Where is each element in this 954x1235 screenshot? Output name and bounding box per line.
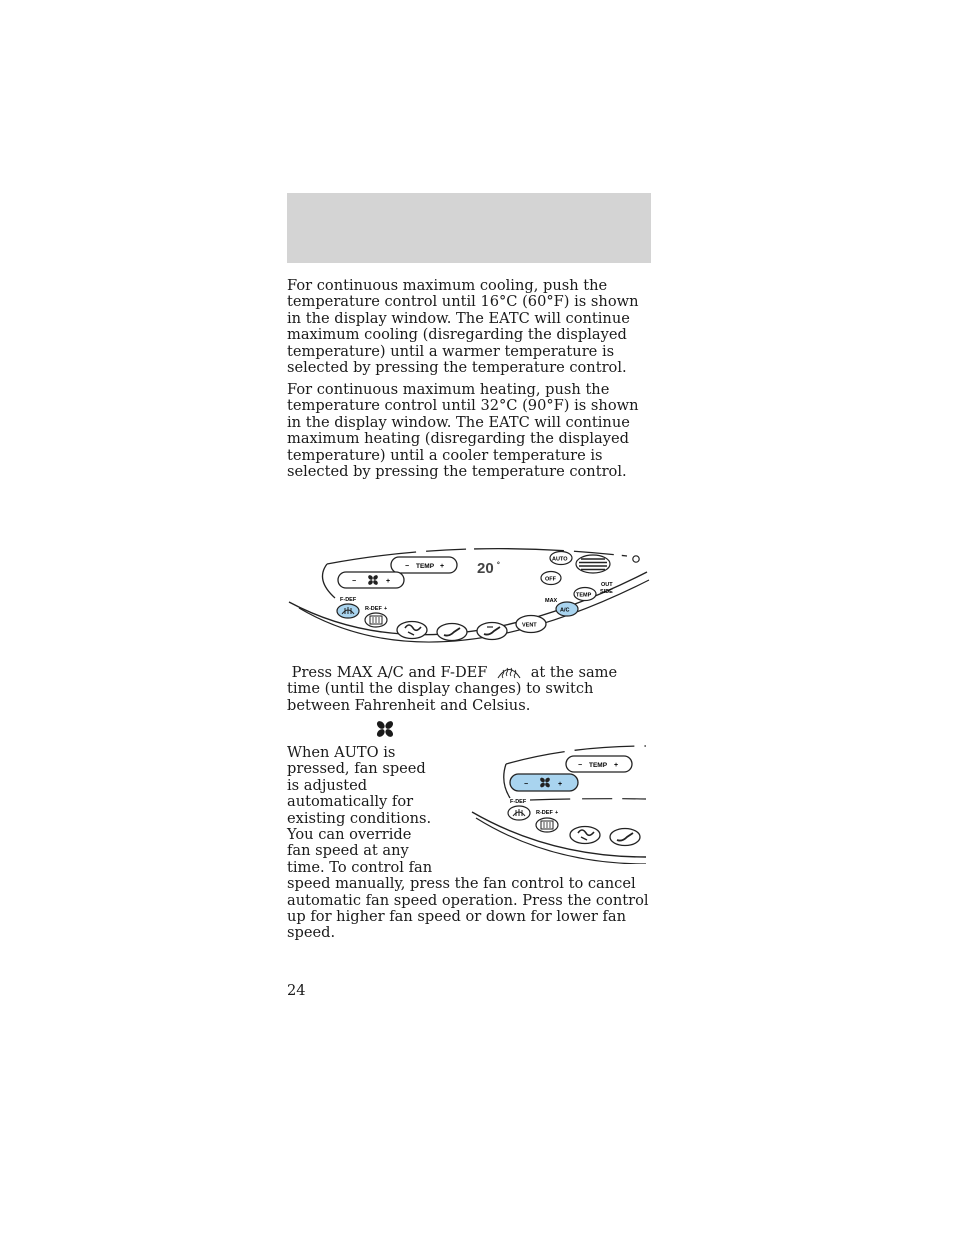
- units-switch-paragraph: [287, 664, 653, 714]
- front-defrost-button[interactable]: [337, 604, 359, 618]
- fan-speed-button[interactable]: [510, 774, 578, 791]
- front-defrost-button[interactable]: [508, 806, 530, 820]
- vent-button[interactable]: [516, 616, 546, 633]
- fdef-label: F-DEF: [340, 597, 357, 603]
- svg-text:OFF: OFF: [545, 576, 556, 583]
- svg-text:VENT: VENT: [522, 622, 537, 629]
- rear-defrost-button[interactable]: [536, 818, 558, 832]
- temperature-display: 20: [477, 560, 494, 577]
- temp-control-button[interactable]: [566, 756, 632, 772]
- svg-text:AUTO: AUTO: [552, 556, 568, 563]
- temp-plus: +: [614, 762, 619, 769]
- temp-minus: −: [578, 762, 583, 769]
- cooling-paragraph: For continuous maximum cooling, push the temperature control until 16°C (60°F) is shown in the display window. The EATC will continue maximum cooling (disregarding the displayed temperature) until a warmer temperature is selected by pressing the temperature control.: [287, 277, 639, 377]
- max-ac-button[interactable]: [556, 602, 578, 616]
- outside-temp-button[interactable]: [574, 588, 596, 601]
- display-degree: °: [497, 562, 500, 569]
- section-header-band: [287, 193, 651, 263]
- climate-control-panel-figure: [285, 540, 655, 660]
- units-switch-text-end: at the same time (until the display changes) to switch between Fahrenheit and Celsius.: [287, 664, 618, 714]
- fdef-label: F-DEF: [510, 799, 527, 805]
- fan-plus: +: [558, 781, 563, 788]
- fan-speed-text: When AUTO is pressed, fan speed is adjusted automatically for existing conditions. You can override fan speed at any time. To control fan speed manually, press the fan control to cancel automatic fan speed operation. Press the control up for higher fan speed or down for lower fan speed.: [287, 744, 649, 942]
- fan-plus: +: [386, 578, 391, 585]
- temp-minus: −: [405, 563, 410, 570]
- rdef-indicator: +: [384, 606, 388, 612]
- heating-paragraph: For continuous maximum heating, push the temperature control until 32°C (90°F) is shown in the display window. The EATC will continue maximum heating (disregarding the displayed temperature) until a cooler temperature is selected by pressing the temperature control.: [287, 381, 639, 481]
- off-button[interactable]: [541, 572, 561, 585]
- rdef-label: R-DEF: [536, 810, 553, 816]
- panel-floor-mode-button[interactable]: [477, 623, 507, 640]
- rdef-indicator: +: [555, 810, 559, 816]
- fan-control-detail-figure: [470, 742, 650, 864]
- temp-label: TEMP: [416, 563, 435, 570]
- max-label: MAX: [545, 598, 558, 604]
- out-label: OUT: [601, 582, 613, 588]
- fan-speed-heading-icon: [374, 719, 396, 739]
- floor-mode-button[interactable]: [610, 829, 640, 846]
- side-label: SIDE: [600, 589, 613, 595]
- svg-text:TEMP: TEMP: [576, 592, 592, 599]
- fan-speed-button[interactable]: [338, 572, 404, 588]
- front-defrost-icon: [494, 664, 524, 680]
- auto-button[interactable]: [550, 552, 572, 565]
- sensor-grille-icon: [576, 555, 610, 573]
- floor-mode-button[interactable]: [437, 624, 467, 641]
- units-switch-text-start: Press MAX A/C and F-DEF: [291, 664, 488, 681]
- fan-minus: −: [524, 781, 529, 788]
- svg-text:A/C: A/C: [560, 607, 570, 614]
- floor-defrost-mode-button[interactable]: [570, 827, 600, 844]
- page-number: 24: [287, 982, 306, 999]
- floor-defrost-mode-button[interactable]: [397, 622, 427, 639]
- fan-minus: −: [352, 578, 357, 585]
- temp-control-button[interactable]: [391, 557, 457, 573]
- temp-plus: +: [440, 563, 445, 570]
- rear-defrost-button[interactable]: [365, 613, 387, 627]
- temp-label: TEMP: [589, 762, 608, 769]
- rdef-label: R-DEF: [365, 606, 382, 612]
